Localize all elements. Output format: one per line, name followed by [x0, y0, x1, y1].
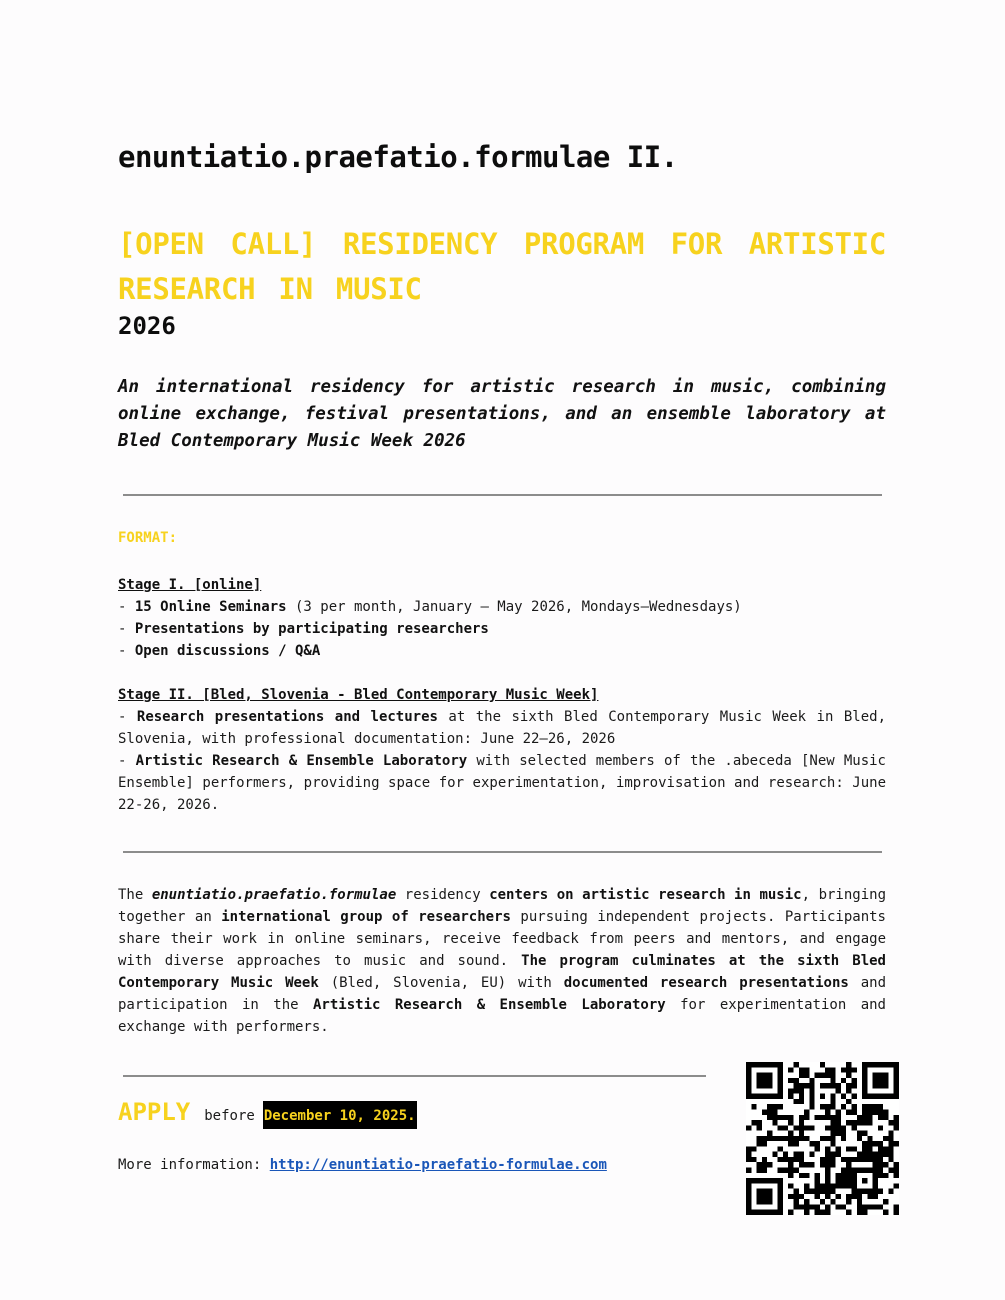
list-item [118, 596, 886, 618]
list-item [118, 618, 886, 640]
divider [123, 1075, 706, 1077]
text-run: , bringing together an [118, 887, 887, 925]
text-run: pursuing independent projects. Participants share their work in online seminars, receive feedback from peers and mentors, and engage with diverse approaches to music and sound. [118, 909, 886, 969]
text-run: and participation in the [118, 975, 886, 1013]
stage-2-title: Stage II. [Bled, Slovenia - Bled Contemporary Music Week] [118, 687, 599, 703]
more-info-line [118, 1154, 607, 1176]
text-run: The [118, 887, 152, 903]
apply-before-text: before [204, 1108, 255, 1124]
website-link[interactable]: http://enuntiatio-praefatio-formulae.com [269, 1157, 607, 1173]
more-info-label: More information: [118, 1157, 270, 1173]
list-item-bold: Artistic Research & Ensemble Laboratory [135, 753, 468, 769]
text-run-bold: The program culminates at the sixth Bled Contemporary Music Week [118, 953, 886, 991]
list-item [118, 706, 886, 750]
year-label: 2026 [118, 312, 176, 340]
list-item-text: (3 per month, January – May 2026, Mondays–Wednesdays) [286, 599, 742, 615]
text-run-bold: international group of researchers [221, 909, 511, 925]
bullet-dash: - [118, 753, 136, 769]
deadline-highlight: December 10, 2025. [263, 1101, 417, 1129]
stage-2-section [118, 684, 886, 816]
text-run-bold: documented research presentations [563, 975, 849, 991]
list-item-bold: Research presentations and lectures [136, 709, 438, 725]
divider [123, 494, 882, 496]
apply-row [118, 1098, 417, 1129]
open-call-headline: [OPEN CALL] RESIDENCY PROGRAM FOR ARTISTIC RESEARCH IN MUSIC [118, 227, 886, 306]
bullet-dash: - [118, 709, 137, 725]
apply-heading: APPLY [118, 1098, 191, 1126]
text-run-bold: Artistic Research & Ensemble Laboratory [313, 997, 666, 1013]
text-run: (Bled, Slovenia, EU) with [318, 975, 564, 991]
divider [123, 851, 882, 853]
stage-1-title: Stage I. [online] [118, 577, 262, 593]
text-run: residency [396, 887, 490, 903]
qr-code-icon [746, 1062, 899, 1215]
list-item-bold: Presentations by participating researchers [134, 621, 489, 637]
page-title: enuntiatio.praefatio.formulae II. [118, 140, 678, 174]
list-item [118, 640, 886, 662]
bullet-dash: - [118, 643, 135, 659]
program-name: enuntiatio.praefatio.formulae [151, 887, 397, 903]
text-run: for experimentation and exchange with performers. [118, 997, 886, 1035]
list-item-text: with selected members of the .abeceda [New Music Ensemble] performers, providing space for experimentation, improvisation and research: June 22-26, 2026. [118, 753, 886, 813]
text-run-bold: centers on artistic research in music [489, 887, 802, 903]
bullet-dash: - [118, 599, 135, 615]
description-paragraph [118, 884, 886, 1038]
stage-1-section [118, 574, 886, 662]
list-item-text: at the sixth Bled Contemporary Music Week in Bled, Slovenia, with professional documentation: June 22–26, 2026 [118, 709, 887, 747]
list-item [118, 750, 886, 816]
bullet-dash: - [118, 621, 135, 637]
list-item-bold: Open discussions / Q&A [134, 643, 321, 659]
list-item-bold: 15 Online Seminars [134, 599, 287, 615]
format-heading: FORMAT: [118, 530, 178, 546]
subtitle: An international residency for artistic research in music, combining online exchange, festival presentations, and an ensemble laboratory at Bled Contemporary Music Week 2026 [118, 377, 886, 451]
